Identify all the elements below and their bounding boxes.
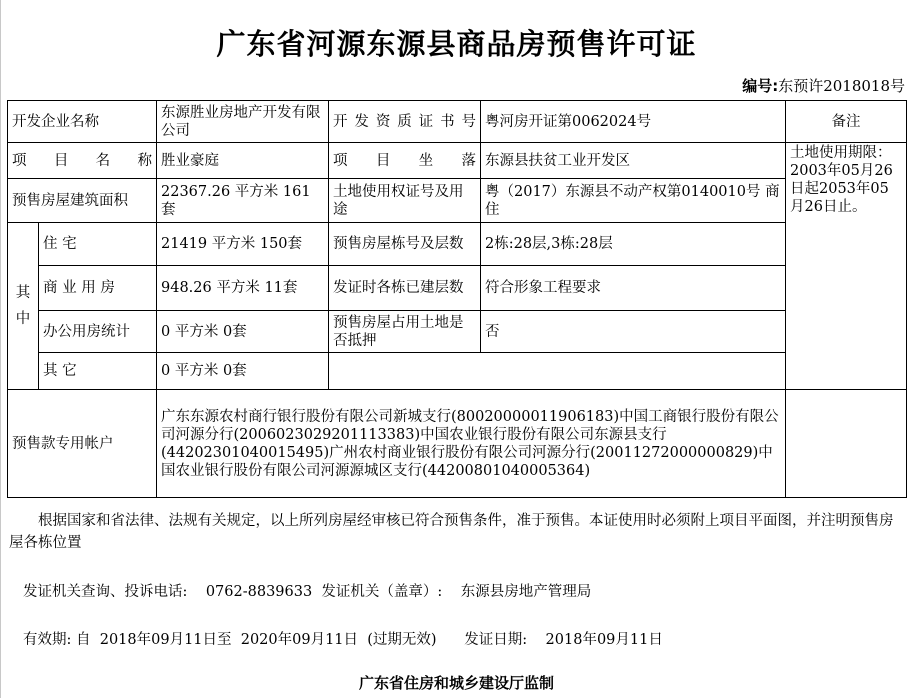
qualification-value: 粤河房开证第0062024号 (481, 101, 786, 143)
developer-value: 东源胜业房地产开发有限公司 (157, 101, 329, 143)
commercial-label: 商 业 用 房 (39, 266, 157, 311)
table-row (8, 101, 907, 143)
remarks-label: 备注 (786, 101, 907, 143)
among-label: 其 中 (8, 223, 39, 390)
developer-label: 开发企业名称 (8, 101, 157, 143)
commercial-value: 948.26 平方米 11套 (157, 266, 329, 311)
built-floors-label: 发证时各栋已建层数 (329, 266, 481, 311)
project-name-value: 胜业豪庭 (157, 143, 329, 179)
area-label: 预售房屋建筑面积 (8, 179, 157, 223)
built-floors-value: 符合形象工程要求 (481, 266, 786, 311)
table-row (8, 143, 907, 179)
footer-supervisor: 广东省住房和城乡建设厅监制 (358, 674, 554, 692)
other-value: 0 平方米 0套 (157, 353, 329, 390)
qualification-label: 开 发 资 质 证 书 号 (329, 101, 481, 143)
empty-cell (329, 353, 786, 390)
office-value: 0 平方米 0套 (157, 311, 329, 353)
inquiry-line: 发证机关查询、投诉电话: 0762-8839633 发证机关（盖章）: 东源县房地产管理局 (23, 584, 592, 600)
validity-line: 有效期: 自 2018年09月11日至 2020年09月11日 (过期无效) 发证日期: 2018年09月11日 (23, 632, 663, 648)
other-label: 其 它 (39, 353, 157, 390)
certificate-number-label: 编号: (742, 77, 779, 95)
project-name-label: 项 目 名 称 (8, 143, 157, 179)
page-title: 广东省河源东源县商品房预售许可证 (216, 27, 697, 61)
area-value: 22367.26 平方米 161套 (157, 179, 329, 223)
table-row (8, 179, 907, 223)
table-row (8, 353, 907, 390)
land-cert-value: 粤（2017）东源县不动产权第0140010号 商住 (481, 179, 786, 223)
residential-label: 住 宅 (39, 223, 157, 266)
residential-value: 21419 平方米 150套 (157, 223, 329, 266)
account-label: 预售款专用帐户 (8, 390, 157, 498)
office-label: 办公用房统计 (39, 311, 157, 353)
mortgage-value: 否 (481, 311, 786, 353)
account-value: 广东东源农村商行银行股份有限公司新城支行(80020000011906183)中国工商银行股份有限公司河源分行(2006023029201113383)中国农业银行股份有限公司东源县支行(44202301040015495)广州农村商业银行股份有限公司河源分行(20011272000000829)中国农业银行股份有限公司河源源城区支行(44200801040005364) (157, 390, 786, 498)
table-row (8, 390, 907, 498)
mortgage-label: 预售房屋占用土地是否抵押 (329, 311, 481, 353)
land-cert-label: 土地使用权证号及用途 (329, 179, 481, 223)
statement-text: 根据国家和省法律、法规有关规定，以上所列房屋经审核已符合预售条件，准于预售。本证使用时必须附上项目平面图，并注明预售房屋各栋位置 (9, 513, 894, 551)
buildings-value: 2栋:28层,3栋:28层 (481, 223, 786, 266)
table-row (8, 311, 907, 353)
table-row (8, 223, 907, 266)
certificate-number-value: 东预许2018018号 (778, 77, 905, 95)
location-label: 项 目 坐 落 (329, 143, 481, 179)
buildings-label: 预售房屋栋号及层数 (329, 223, 481, 266)
permit-table (7, 100, 907, 498)
empty-cell (786, 390, 907, 498)
remarks-value: 土地使用期限：2003年05月26日起2053年05月26日止。 (786, 143, 907, 390)
location-value: 东源县扶贫工业开发区 (481, 143, 786, 179)
certificate-number (742, 75, 905, 96)
table-row (8, 266, 907, 311)
